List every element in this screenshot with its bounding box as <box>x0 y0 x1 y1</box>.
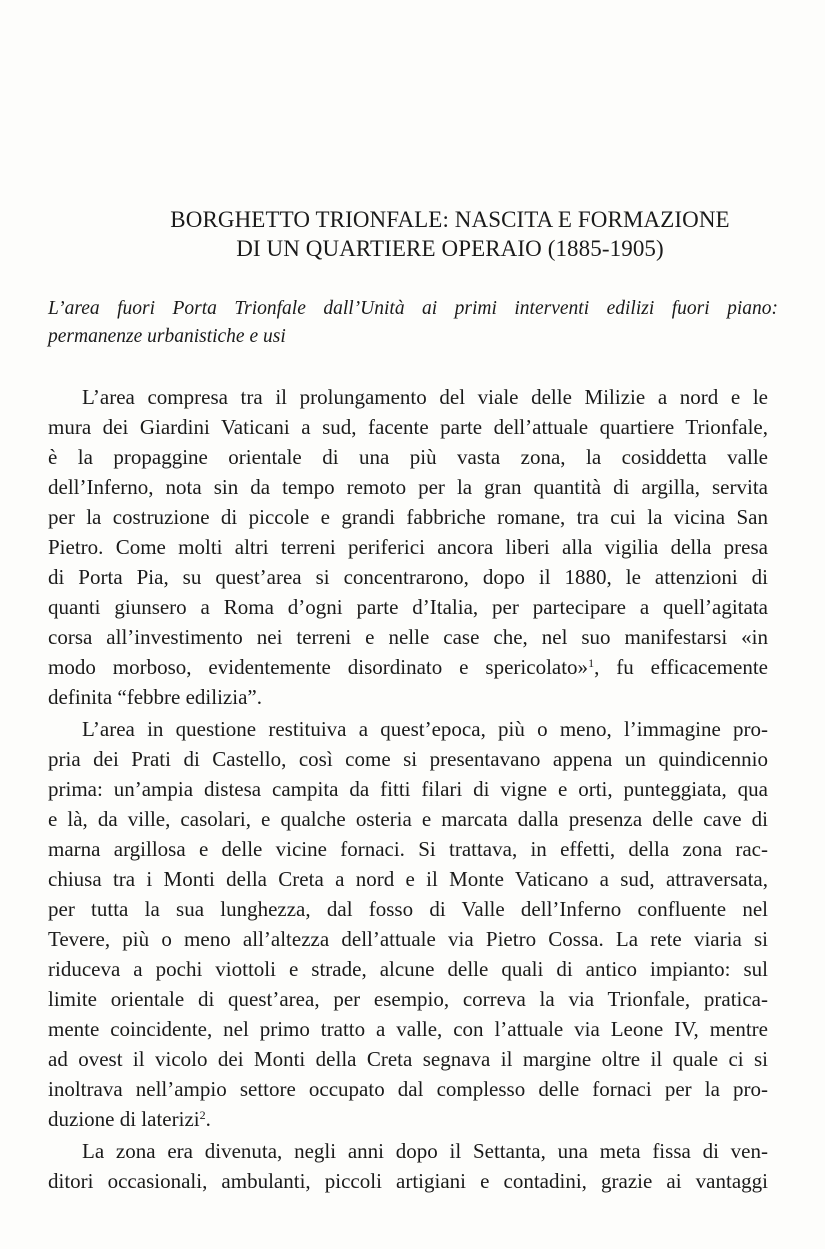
paragraph-2-line-with-footnote <box>48 1104 768 1134</box>
paragraph-1-line: mura dei Giardini Vaticani a sud, facente parte dell’attuale quartiere Trionfale, <box>48 415 768 439</box>
paragraph-2-line: chiusa tra i Monti della Creta a nord e il Monte Vaticano a sud, attraversata, <box>48 867 768 891</box>
paragraph-1-line: per la costruzione di piccole e grandi fabbriche romane, tra cui la vicina San <box>48 505 768 529</box>
paragraph-3-line: ditori occasionali, ambulanti, piccoli artigiani e contadini, grazie ai vantaggi <box>48 1169 768 1193</box>
chapter-title-line-2: DI UN QUARTIERE OPERAIO (1885-1905) <box>236 236 664 261</box>
paragraph-2-line: prima: un’ampia distesa campita da fitti filari di vigne e orti, punteggiata, qua <box>48 777 768 801</box>
paragraph-1-line: L’area compresa tra il prolungamento del viale delle Milizie a nord e le <box>82 385 768 409</box>
paragraph-1-line: corsa all’investimento nei terreni e nelle case che, nel suo manifestarsi «in <box>48 625 768 649</box>
paragraph-2-line: marna argillosa e delle vicine fornaci. Si trattava, in effetti, della zona rac- <box>48 837 768 861</box>
paragraph-2-line: mente coincidente, nel primo tratto a valle, con l’attuale via Leone IV, mentre <box>48 1017 768 1041</box>
section-subtitle-line-1: L’area fuori Porta Trionfale dall’Unità ai primi interventi edilizi fuori piano: <box>48 298 778 319</box>
paragraph-1-text: , fu efficacemente <box>594 655 768 679</box>
paragraph-2-line: pria dei Prati di Castello, così come si presentavano appena un quindicennio <box>48 747 768 771</box>
paragraph-2-line: inoltrava nell’ampio settore occupato dal complesso delle fornaci per la pro- <box>48 1077 768 1101</box>
paragraph-1-line-with-footnote <box>48 652 768 682</box>
paragraph-2-line: per tutta la sua lunghezza, dal fosso di Valle dell’Inferno confluente nel <box>48 897 768 921</box>
paragraph-1-line: definita “febbre edilizia”. <box>48 685 262 709</box>
paragraph-1-line: è la propaggine orientale di una più vasta zona, la cosiddetta valle <box>48 445 768 469</box>
section-subtitle-line-2: permanenze urbanistiche e usi <box>48 326 286 347</box>
paragraph-1-line: di Porta Pia, su quest’area si concentrarono, dopo il 1880, le attenzioni di <box>48 565 768 589</box>
paragraph-2-text: . <box>205 1107 211 1131</box>
paragraph-2-line: limite orientale di quest’area, per esempio, correva la via Trionfale, pratica- <box>48 987 768 1011</box>
paragraph-2-line: Tevere, più o meno all’altezza dell’attuale via Pietro Cossa. La rete viaria si <box>48 927 768 951</box>
paragraph-1-line: dell’Inferno, nota sin da tempo remoto per la gran quantità di argilla, servita <box>48 475 768 499</box>
paragraph-2-line: ad ovest il vicolo dei Monti della Creta segnava il margine oltre il quale ci si <box>48 1047 768 1071</box>
paragraph-1-line: Pietro. Come molti altri terreni periferici ancora liberi alla vigilia della presa <box>48 535 768 559</box>
paragraph-1-line: quanti giunsero a Roma d’ogni parte d’Italia, per partecipare a quell’agitata <box>48 595 768 619</box>
paragraph-3-line: La zona era divenuta, negli anni dopo il Settanta, una meta fissa di ven- <box>82 1139 768 1163</box>
paragraph-2-line: L’area in questione restituiva a quest’epoca, più o meno, l’immagine pro- <box>82 717 768 741</box>
paragraph-2-line: e là, da ville, casolari, e qualche osteria e marcata dalla presenza delle cave di <box>48 807 768 831</box>
paragraph-2-line: riduceva a pochi viottoli e strade, alcune delle quali di antico impianto: sul <box>48 957 768 981</box>
paragraph-2-text: duzione di laterizi <box>48 1107 200 1131</box>
footnote-ref-1: 1 <box>588 656 595 670</box>
chapter-title-line-1: BORGHETTO TRIONFALE: NASCITA E FORMAZIONE <box>170 207 730 232</box>
paragraph-1-text: modo morboso, evidentemente disordinato e spericolato» <box>48 655 589 679</box>
footnote-ref-2: 2 <box>199 1108 206 1122</box>
